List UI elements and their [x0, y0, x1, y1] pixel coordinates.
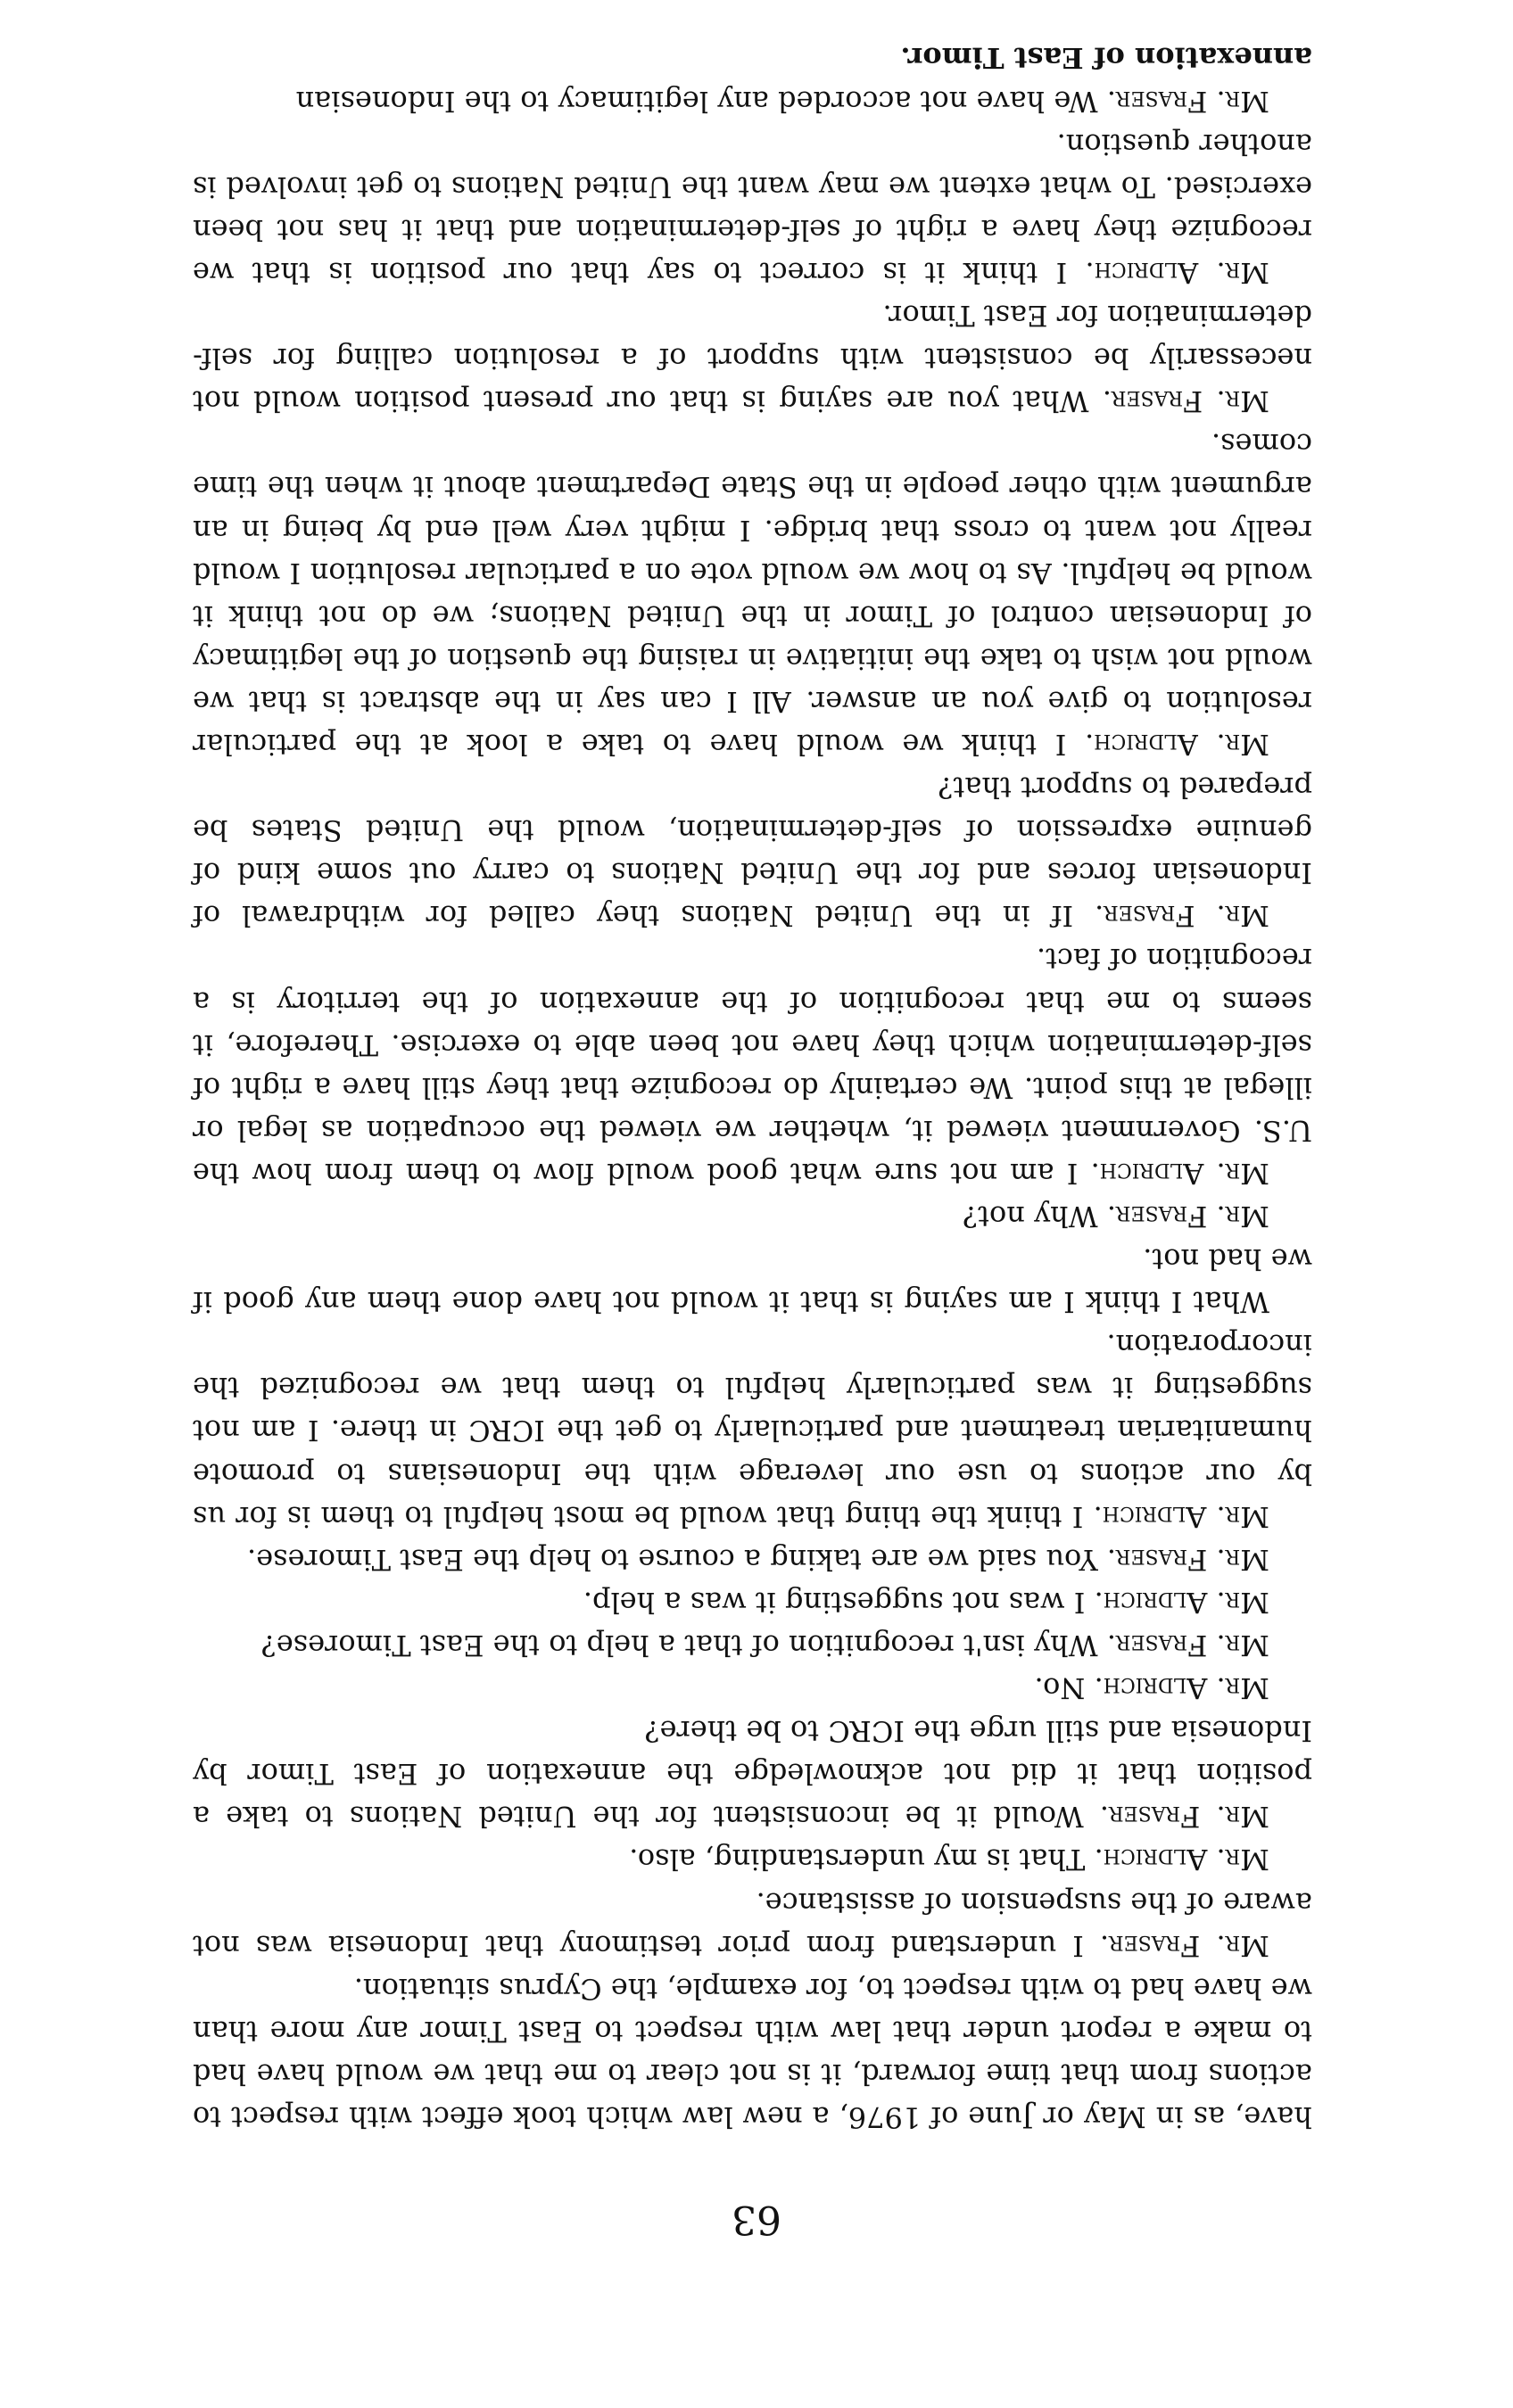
paragraph-text: I think it is correct to say that our position is that we recognize they have a right of self-determination and that it has not been exercised. To what extent we may want the United Nations to get involved is another question.	[192, 127, 1312, 290]
speaker-name: Mr. Fraser.	[1106, 84, 1269, 119]
paragraph-text: If in the United Nations they called for withdrawal of Indonesian forces and for the United Nations to carry out some kind of genuine expression of self-determination, would the United States be prepared to support that?	[192, 771, 1312, 934]
testimony-paragraph	[193, 423, 1312, 766]
paragraph-text: Why isn't recognition of that a help to the East Timorese?	[260, 1628, 1098, 1662]
paragraph-text: I understand from prior testimony that Indonesia was not aware of the suspension of assistance.	[192, 1885, 1312, 1963]
testimony-paragraph	[193, 1538, 1312, 1581]
testimony-paragraph	[193, 1667, 1312, 1710]
page-number: 63	[732, 2197, 781, 2242]
speaker-name: Mr. Fraser.	[1106, 1628, 1269, 1662]
testimony-paragraph	[193, 294, 1312, 423]
speaker-name: Mr. Aldrich.	[1094, 1671, 1269, 1706]
testimony-paragraph	[193, 1195, 1312, 1238]
testimony-paragraph	[193, 1624, 1312, 1667]
paragraph-text: No.	[1034, 1671, 1086, 1706]
speaker-name: Mr. Fraser.	[1106, 1200, 1269, 1234]
paragraph-text: I am not sure what good would flow to them from how the U.S. Government viewed it, whether we viewed the occupation as legal or illegal at this point. We certainly do recognize that they still have a right of self-determination which they have not been able to exercise. Therefore, it seems to me that recognition of the annexation of the territory is a recognition of fact.	[192, 942, 1312, 1191]
speaker-name: Mr. Fraser.	[1095, 899, 1269, 934]
paragraph-text: annexation of East Timor.	[900, 41, 1312, 76]
paragraph-text: I was not suggesting it was a help.	[583, 1585, 1086, 1620]
paragraph-closing-line	[193, 37, 1312, 79]
speaker-name: Mr. Aldrich.	[1090, 1156, 1269, 1191]
testimony-paragraph	[193, 1324, 1312, 1538]
testimony-paragraph	[193, 766, 1312, 937]
speaker-name: Mr. Fraser.	[1099, 1800, 1269, 1835]
paragraph-text: I think we would have to take a look at the particular resolution to give you an answer. All I can say in the abstract is that we would not wish to take the initiative in raising the question of the legitimacy of Indonesian control of Timor in the United Nations; we do not think it would be helpful. As to how we would vote on a particular resolution I would really not want to cross that bridge. I might very well end by being in an argument with other people in the State Department about it when the time comes.	[192, 427, 1312, 762]
paragraph-text: have, as in May or June of 1976, a new law which took effect with respect to actions from that time forward, it is not clear to me that we would have had to make a report under that law with respect to East Timor any more than we have had to with respect to, for example, the Cyprus situation.	[193, 1971, 1312, 2134]
paragraph-text: Why not?	[962, 1200, 1098, 1234]
speaker-name: Mr. Fraser.	[1106, 1542, 1269, 1577]
testimony-paragraph	[193, 1238, 1312, 1324]
speaker-name: Mr. Fraser.	[1102, 384, 1269, 419]
speaker-name: Mr. Aldrich.	[1085, 255, 1269, 290]
paragraph-text: Would it be inconsistent for the United Nations to take a position that it did not acknowledge the annexation of East Timor by Indonesia and still urge the ICRC to be there?	[193, 1714, 1312, 1835]
paragraph-continuation	[193, 1967, 1312, 2139]
testimony-paragraph	[193, 1838, 1312, 1881]
speaker-name: Mr. Aldrich.	[1093, 1499, 1269, 1534]
paragraph-text: That is my understanding, also.	[629, 1843, 1086, 1877]
paragraph-text: You said we are taking a course to help the East Timorese.	[247, 1542, 1098, 1577]
speaker-name: Mr. Aldrich.	[1094, 1843, 1269, 1877]
testimony-paragraph	[193, 123, 1312, 294]
paragraph-text: What you are saying is that our present position would not necessarily be consistent with support of a resolution calling for self-determination for East Timor.	[192, 299, 1312, 419]
testimony-paragraph	[193, 1581, 1312, 1624]
paragraph-text: I think the thing that would be most helpful to them is for us by our actions to use our leverage with the Indonesians to promote humanitarian treatment and particularly to get the ICRC in there. I am not suggesting it was particularly helpful to them that we recognized the incorporation.	[192, 1328, 1312, 1534]
testimony-paragraph	[193, 937, 1312, 1195]
transcript-text	[193, 37, 1312, 2139]
speaker-name: Mr. Fraser.	[1099, 1928, 1269, 1963]
speaker-name: Mr. Aldrich.	[1094, 1585, 1269, 1620]
speaker-name: Mr. Aldrich.	[1085, 728, 1269, 762]
testimony-paragraph	[193, 1881, 1312, 1967]
testimony-paragraph	[193, 80, 1312, 123]
paragraph-text: What I think I am saying is that it would not have done them any good if we had not.	[193, 1242, 1312, 1320]
testimony-paragraph	[193, 1710, 1312, 1838]
paragraph-text: We have not accorded any legitimacy to the Indonesian	[295, 84, 1098, 119]
